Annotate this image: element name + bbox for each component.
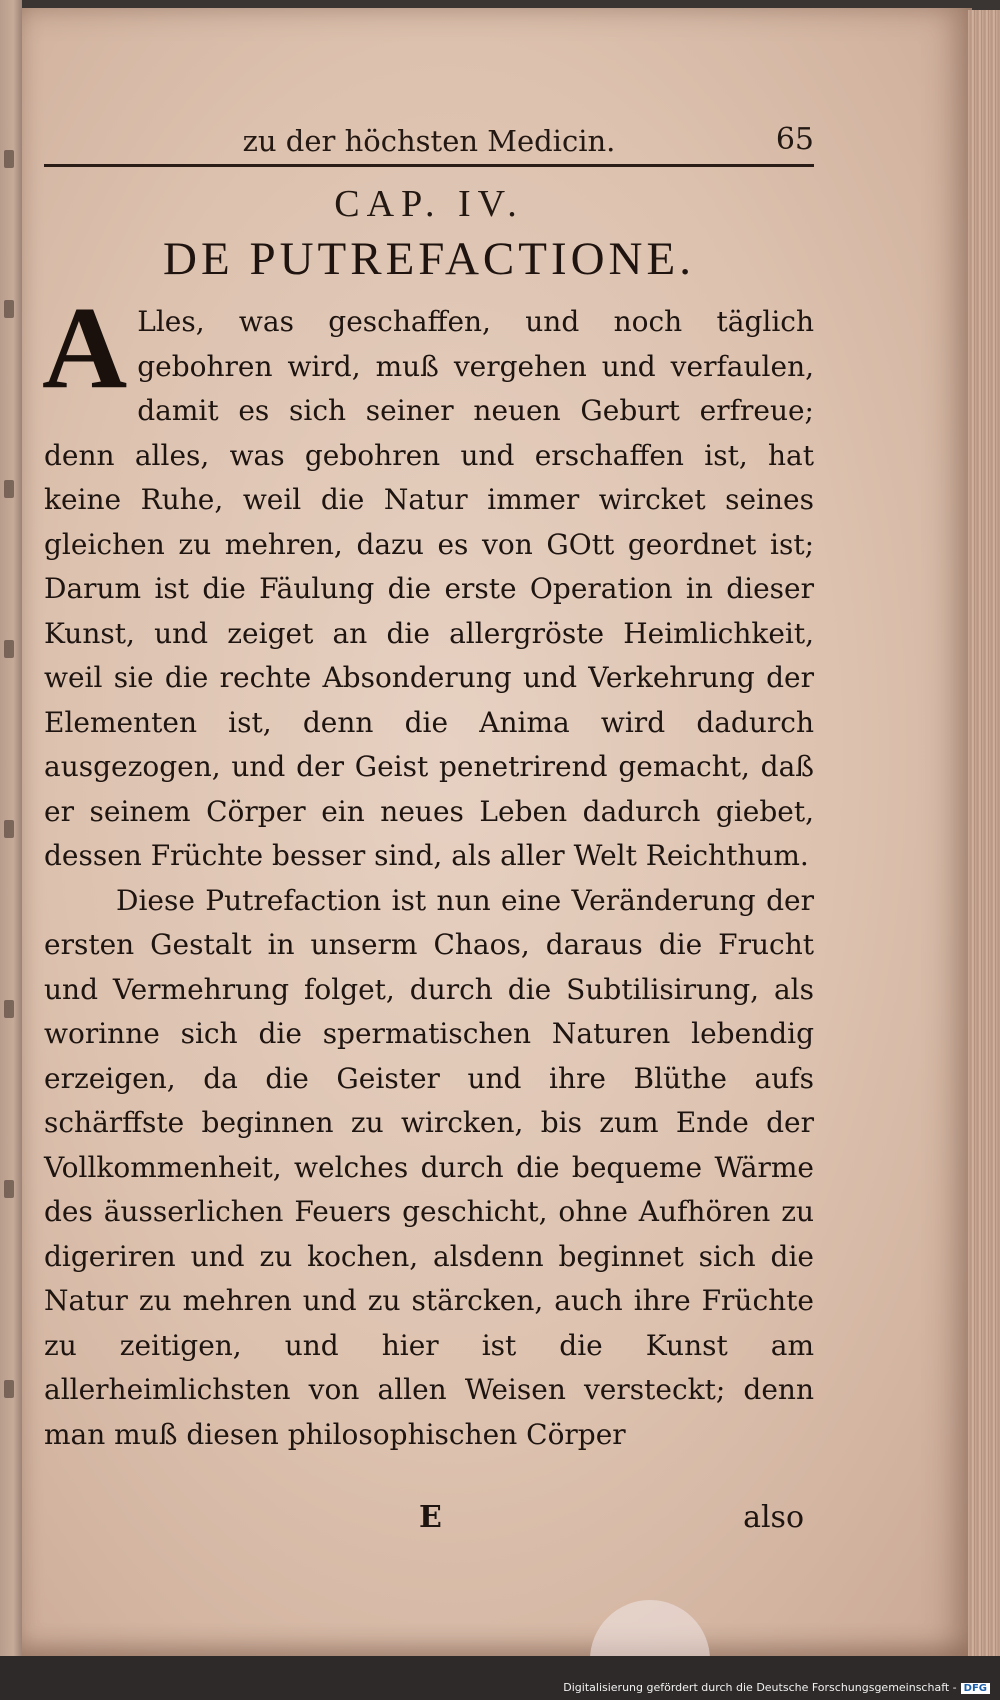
- running-head: [44, 118, 814, 167]
- binding-mark: [4, 150, 14, 168]
- page-number: 65: [775, 122, 814, 157]
- page-stack-edge: [968, 10, 1000, 1670]
- binding-mark: [4, 820, 14, 838]
- signature-mark: E: [419, 1500, 442, 1535]
- book-binding-edge: [0, 0, 22, 1700]
- page-footer-line: [44, 1500, 814, 1540]
- body-text: [42, 282, 814, 1457]
- catchword: also: [743, 1500, 804, 1535]
- paragraph-1-text: Lles, was geschaffen, und noch täglich gebohren wird, muß vergehen und verfaulen, damit es sich seiner neuen Geburt erfreue; denn alles, was gebohren und erschaffen ist, hat keine Ruhe, weil die Natur immer wircket seines gleichen zu mehren, dazu es von GOtt geordnet ist; Darum ist die Fäulung die erste Operation in dieser Kunst, und zeiget an die allergröste Heimlichkeit, weil sie die rechte Absonderung und Verkehrung der Elementen ist, denn die Anima wird dadurch ausgezogen, und der Geist penetrirend gemacht, daß er seinem Cörper ein neues Leben dadurch giebet, dessen Früchte besser sind, als aller Welt Reichthum.: [44, 305, 814, 872]
- binding-mark: [4, 480, 14, 498]
- credit-text: Digitalisierung gefördert durch die Deutsche Forschungsgemeinschaft -: [563, 1681, 957, 1694]
- binding-mark: [4, 1380, 14, 1398]
- binding-mark: [4, 640, 14, 658]
- paragraph-1: [42, 282, 814, 879]
- scanner-bottom-band: [0, 1656, 1000, 1700]
- binding-mark: [4, 1180, 14, 1198]
- running-title: zu der höchsten Medicin.: [242, 124, 616, 158]
- paragraph-2-text: Diese Putrefaction ist nun eine Veränderung der ersten Gestalt in unserm Chaos, daraus die Frucht und Vermehrung folget, durch die Subtilisirung, als worinne sich die spermatischen Naturen lebendig erzeigen, da die Geister und ihre Blüthe aufs schärffste beginnen zu wircken, bis zum Ende der Vollkommenheit, welches durch die bequeme Wärme des äusserlichen Feuers geschicht, ohne Aufhören zu digeriren und zu kochen, alsdenn beginnet sich die Natur zu mehren und zu stärcken, auch ihre Früchte zu zeitigen, und hier ist die Kunst am allerheimlichsten von allen Weisen versteckt; denn man muß diesen philosophischen Cörper: [44, 883, 814, 1451]
- digitization-credit: [563, 1681, 990, 1694]
- chapter-number: CAP. IV.: [334, 183, 524, 225]
- binding-mark: [4, 300, 14, 318]
- binding-mark: [4, 1000, 14, 1018]
- chapter-title: DE PUTREFACTIONE.: [163, 233, 695, 285]
- paragraph-2: [44, 879, 814, 1458]
- drop-cap: A: [42, 282, 128, 413]
- dfg-logo: DFG: [961, 1683, 990, 1694]
